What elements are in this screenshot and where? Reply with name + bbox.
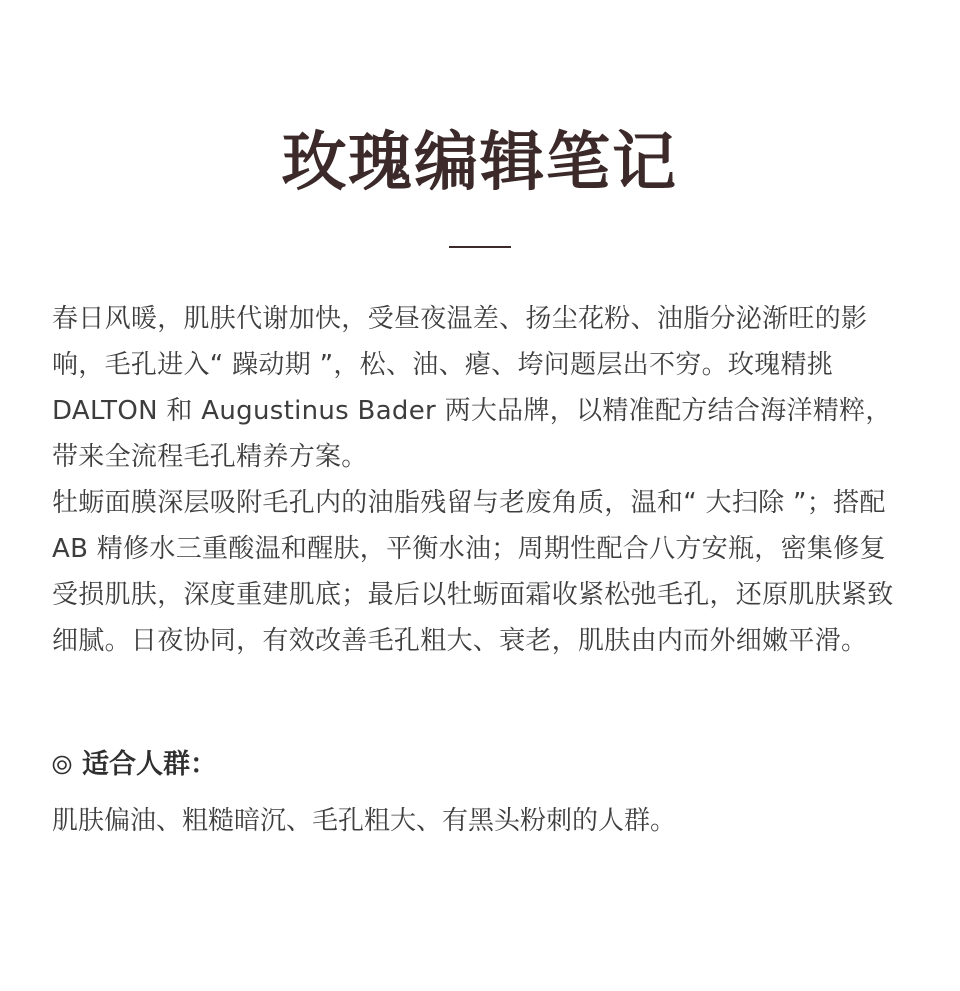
intro-text [52, 296, 912, 664]
audience-description: 肌肤偏油、粗糙暗沉、毛孔粗大、有黑头粉刺的人群。 [52, 806, 677, 836]
audience-heading-label: 适合人群： [82, 749, 217, 780]
intro-paragraph-2: 牡蛎面膜深层吸附毛孔内的油脂残留与老废角质，温和“ 大扫除 ”；搭配 AB 精修水三重酸温和醒肤，平衡水油；周期性配合八方安瓶，密集修复受损肌肤，深度重建肌底；最后以牡蛎面霜收紧松弛毛孔，还原肌肤紧致细腻。日夜协同，有效改善毛孔粗大、衰老，肌肤由内而外细嫩平滑。 [52, 488, 894, 656]
intro-paragraph-1: 春日风暖，肌肤代谢加快，受昼夜温差、扬尘花粉、油脂分泌渐旺的影响，毛孔进入“ 躁动期 ”，松、油、瘪、垮问题层出不穷。玫瑰精挑 DALTON 和 Augustinus Bader 两大品牌，以精准配方结合海洋精粹，带来全流程毛孔精养方案。 [52, 304, 892, 472]
page-title: 玫瑰编辑笔记 [282, 125, 678, 200]
audience-heading [52, 744, 217, 786]
double-circle-icon [52, 755, 72, 775]
title-divider [449, 246, 511, 248]
